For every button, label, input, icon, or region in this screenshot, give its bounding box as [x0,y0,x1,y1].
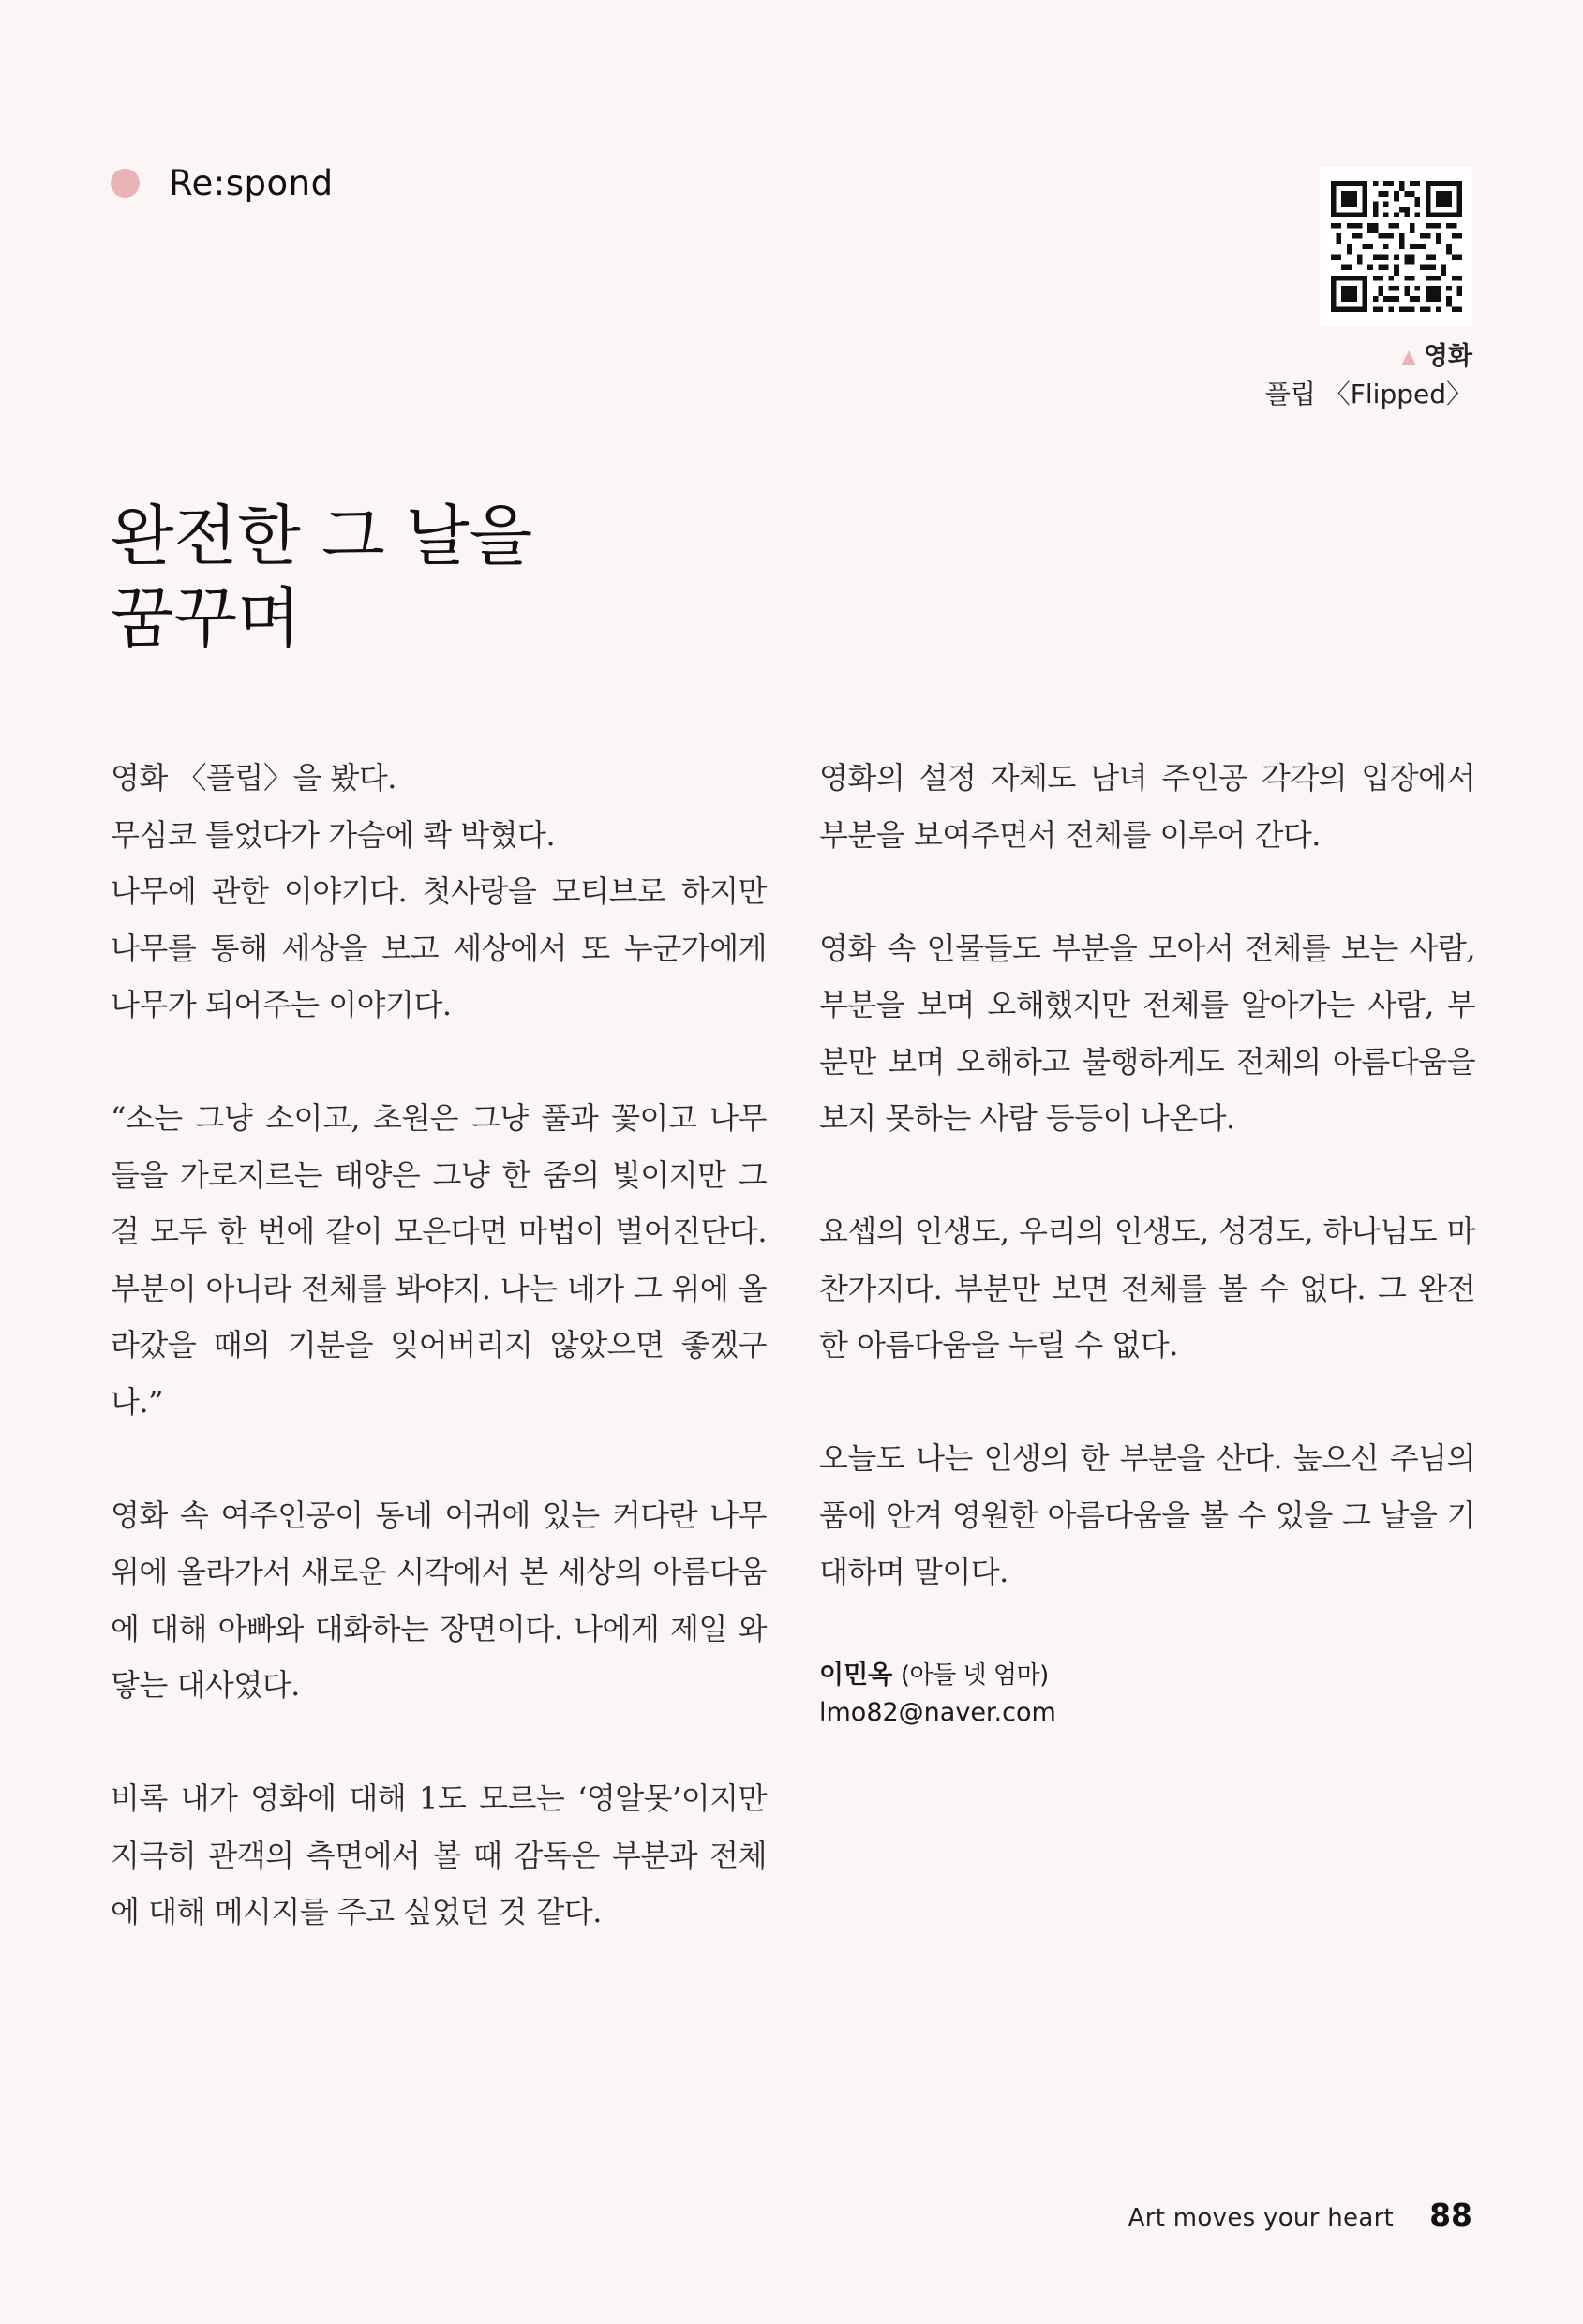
author-name: 이민옥 [819,1660,893,1690]
paragraph-joseph: 요셉의 인생도, 우리의 인생도, 성경도, 하나님도 마찬가지다. 부분만 보면 전체를 볼 수 없다. 그 완전한 아름다움을 누릴 수 없다. [819,1214,1475,1363]
author-line [819,1657,1475,1694]
footer-slogan: Art moves your heart [1128,2204,1395,2232]
section-label: Re:spond [169,163,334,203]
qr-code-icon [1331,181,1462,312]
paragraph-scene: 영화 속 여주인공이 동네 어귀에 있는 커다란 나무 위에 올라가서 새로운 시각에서 본 세상의 아름다움에 대해 아빠와 대화하는 장면이다. 나에게 제일 와닿는 대사였다. [111,1497,767,1703]
section-tag [111,163,334,203]
media-type-row [1265,337,1472,376]
paragraph-message: 비록 내가 영화에 대해 1도 모르는 ‘영알못’이지만 지극히 관객의 측면에서 볼 때 감독은 부분과 전체에 대해 메시지를 주고 싶었던 것 같다. [111,1780,767,1929]
article-title [111,495,532,660]
paragraph-intro: 영화 〈플립〉을 봤다. 무심코 틀었다가 가슴에 콱 박혔다. 나무에 관한 이야기다. 첫사랑을 모티브로 하지만 나무를 통해 세상을 보고 세상에서 또 누군가에게 나무가 되어주는 이야기다. [111,760,767,1022]
qr-code[interactable] [1320,167,1472,326]
media-info [1265,337,1472,413]
page-footer [1128,2197,1472,2233]
triangle-up-icon: ▲ [1401,345,1416,367]
media-type: 영화 [1423,342,1472,371]
paragraph-quote: “소는 그냥 소이고, 초원은 그냥 풀과 꽃이고 나무들을 가로지르는 태양은 그냥 한 줌의 빛이지만 그걸 모두 한 번에 같이 모은다면 마법이 벌어진단다. 부분이 아니라 전체를 봐야지. 나는 네가 그 위에 올라갔을 때의 기분을 잊어버리지 않았으면 좋겠구나.” [111,1100,767,1420]
title-line-2: 꿈꾸며 [111,580,301,657]
section-dot-icon [111,169,140,198]
body-column-left [111,750,767,1941]
paragraph-closing: 오늘도 나는 인생의 한 부분을 산다. 높으신 주님의 품에 안겨 영원한 아름다움을 볼 수 있을 그 날을 기대하며 말이다. [819,1440,1475,1589]
author-email[interactable]: lmo82@naver.com [819,1697,1056,1727]
author-block [819,1657,1475,1732]
title-line-1: 완전한 그 날을 [111,498,533,574]
author-note: (아들 넷 엄마) [900,1661,1049,1690]
paragraph-setting: 영화의 설정 자체도 남녀 주인공 각각의 입장에서 부분을 보여주면서 전체를 이루어 간다. [819,760,1475,853]
paragraph-characters: 영화 속 인물들도 부분을 모아서 전체를 보는 사람, 부분을 보며 오해했지만 전체를 알아가는 사람, 부분만 보며 오해하고 불행하게도 전체의 아름다움을 보지 못하는 사람 등등이 나온다. [819,930,1475,1136]
page-number: 88 [1429,2197,1472,2233]
media-title: 플립 〈Flipped〉 [1264,379,1472,410]
body-column-right [819,750,1475,1732]
